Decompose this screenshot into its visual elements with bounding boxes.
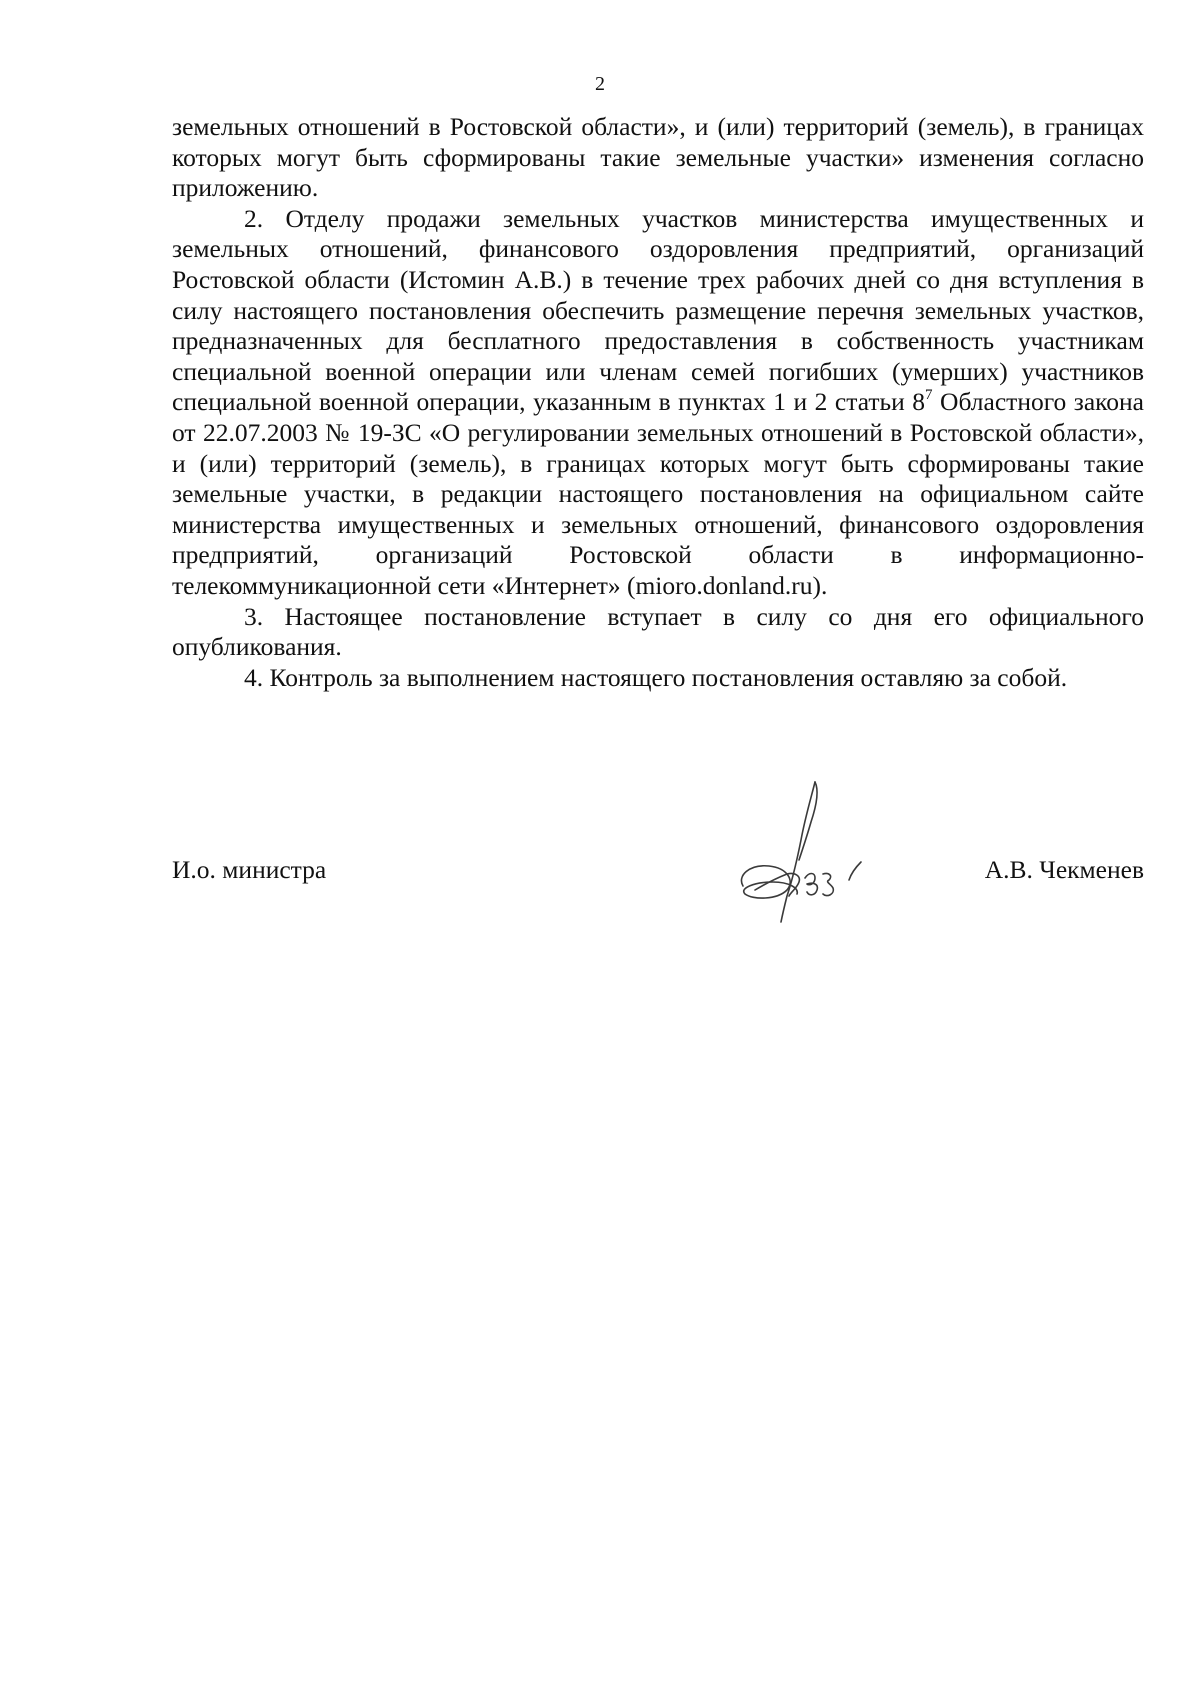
paragraph-4: 4. Контроль за выполнением настоящего постановления оставляю за собой. <box>244 662 1068 692</box>
paragraph-continuation: земельных отношений в Ростовской области», и (или) территорий (земель), в границах которых могут быть сформированы такие земельные участки» изменения согласно приложению. <box>172 112 1144 203</box>
signatory-name: А.В. Чекменев <box>984 855 1144 884</box>
handwritten-signature-icon <box>725 778 875 928</box>
signature-block <box>172 855 1144 895</box>
paragraph-2-text-after: Областного закона от 22.07.2003 № 19-ЗС «О регулировании земельных отношений в Ростовской области», и (или) территорий (земель), в границах которых могут быть сформированы такие земельные участки, в редакции настоящего постановления на официальном сайте министерства имущественных и земельных отношений, финансового оздоровления предприятий, организаций Ростовской области в информационно-телекоммуникационной сети «Интернет» (mioro.donland.ru). <box>172 387 1144 600</box>
superscript-7: 7 <box>925 387 933 404</box>
paragraph-3: 3. Настоящее постановление вступает в силу со дня его официального опубликования. <box>172 601 1144 662</box>
paragraph-2-text-before: 2. Отделу продажи земельных участков министерства имущественных и земельных отношений, финансового оздоровления предприятий, организаций Ростовской области (Истомин А.В.) в течение трех рабочих дней со дня вступления в силу настоящего постановления обеспечить размещение перечня земельных участков, предназначенных для бесплатного предоставления в собственность участникам специальной военной операции или членам семей погибших (умерших) участников специальной военной операции, указанным в пунктах 1 и 2 статьи 8 <box>172 203 1144 417</box>
paragraph-2 <box>172 204 1144 602</box>
page-number: 2 <box>595 73 605 95</box>
signatory-position: И.о. министра <box>172 855 327 884</box>
document-body <box>172 112 1144 693</box>
